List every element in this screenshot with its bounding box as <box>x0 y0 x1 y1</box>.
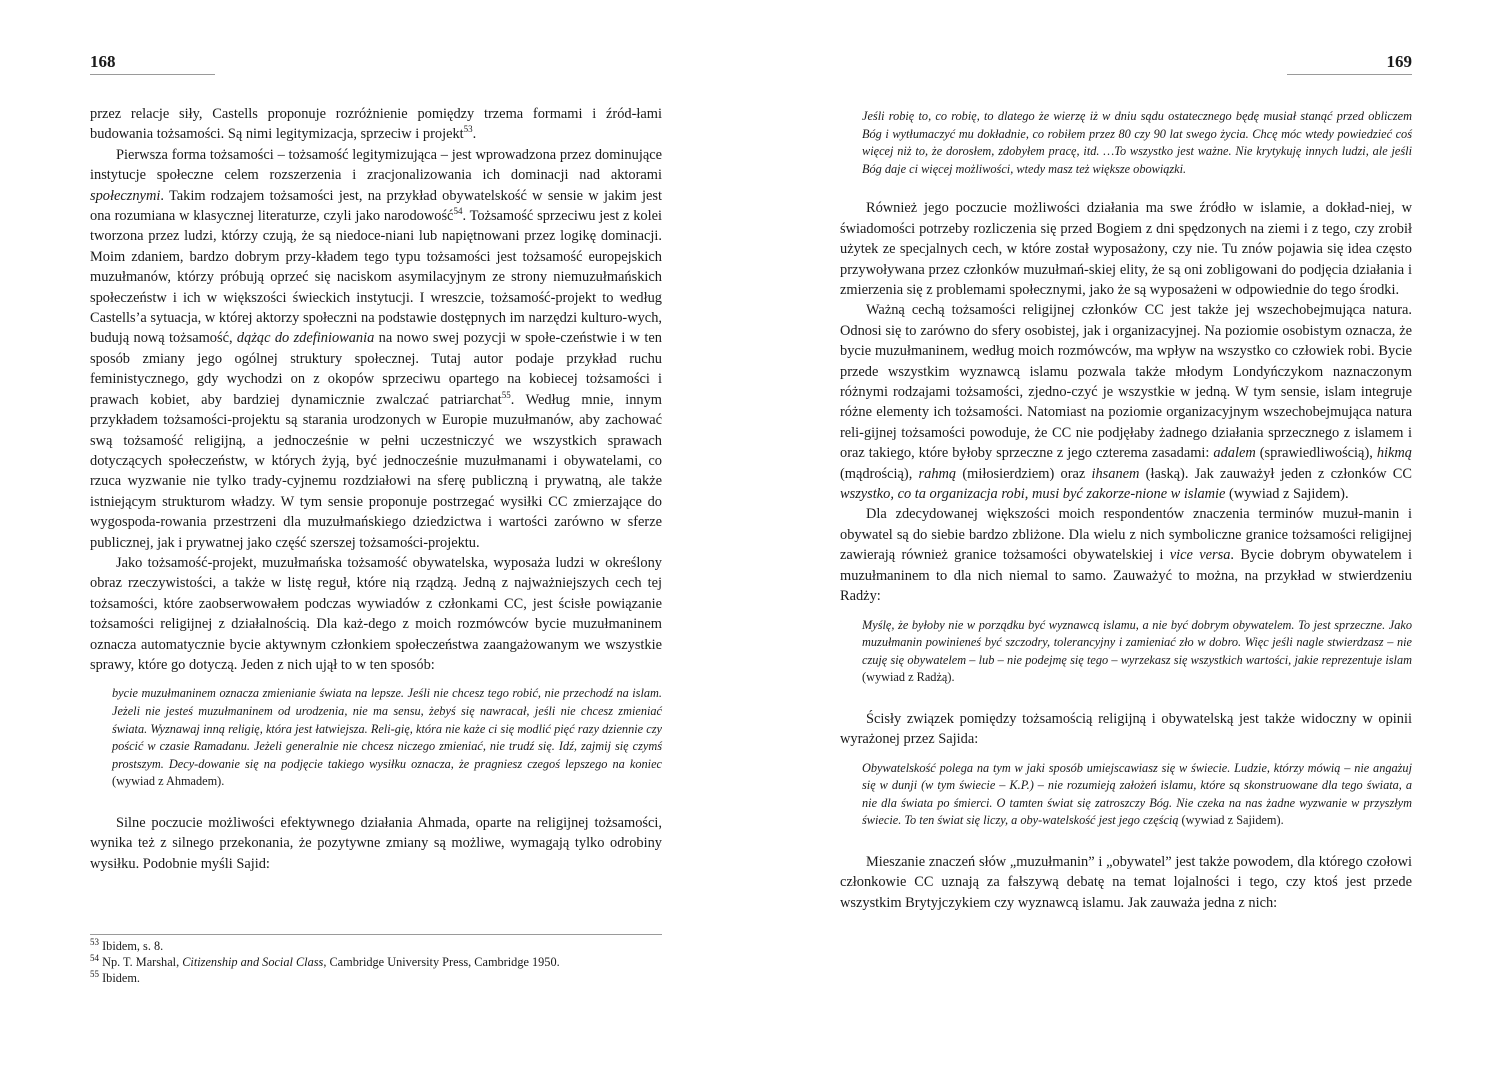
paragraph <box>90 813 662 874</box>
footnote-ref: 53 <box>463 124 473 135</box>
italic-text: społecznymi <box>90 187 161 204</box>
page-body <box>90 104 662 874</box>
left-page <box>90 0 662 1072</box>
text-run: (wywiad z Sajidem). <box>1178 813 1284 828</box>
text-run: Ważną cechą tożsamości religijnej członków CC jest także jej wszechobejmująca natura. Odnosi się to zarówno do sfery osobistej, jak i organizacyjnej. Na poziomie osobistym oznacza, że bycie muzułmaninem, według moich rozmówców, ma wpływ na wszystko co człowiek robi. Bycie przede wszystkim wyznawcą islamu pozwala także młodym Londyńczykom naznaczonym różnymi rodzajami tożsamości, zjedno-czyć je wszystkie w jedną. W tym sensie, islam integruje różne elementy ich tożsamości. Natomiast na poziomie organizacyjnym wszechobejmująca natura reli-gijnej tożsamości powoduje, że CC nie podjęłaby żadnego działania sprzecznego z islamem i oraz takiego, które byłoby sprzeczne z jego czterema zasadami: <box>840 302 1412 462</box>
italic-text: vice versa <box>1169 547 1231 564</box>
text-run: . Tożsamość sprzeciwu jest z kolei tworzona przez ludzi, którzy czują, że są niedoce-niani lub napiętnowani przez logikę dominacji. Moim zdaniem, bardzo dobrym przy-kładem tego typu tożsamości jest tożsamość europejskich muzułmanów, którzy próbują oprzeć się naciskom asymilacyjnym ze strony niemuzułmańskich społeczeństw i ich w większości świeckich instytucji. I wreszcie, tożsamość-projekt to według Castells’a sytuacja, w której aktorzy społeczni na podstawie dostępnych im narzędzi kulturo-wych, budują nową tożsamość, <box>90 208 662 347</box>
footnote-ref: 53 <box>90 936 99 947</box>
text-run: Dla zdecydowanej większości moich respondentów znaczenia terminów muzuł-manin i obywatel są do siebie bardzo zbliżone. Dla wielu z nich symboliczne granice tożsamości religijnej zawierają również granice tożsamości obywatelskiej i <box>840 506 1412 564</box>
text-run: (wywiad z Radżą). <box>862 670 955 685</box>
text-run: (sprawiedliwością), <box>1255 445 1377 462</box>
paragraph <box>840 300 1412 504</box>
text-run: (miłosierdziem) oraz <box>956 465 1092 482</box>
text-run: . Według mnie, innym przykładem tożsamości-projektu są starania urodzonych w Europie muzułmanów, aby zachować swą tożsamość religijną, a jednocześnie w pełni uczestniczyć we wszystkich sprawach dotyczących społeczeństw, w których żyją, być jednocześnie muzułmanami i obywatelami, co rzuca wyzwanie nie tylko trady-cyjnemu rozdziałowi na sferę publiczną i prywatną, ale także istniejącym strukturom władzy. W tym sensie proponuje postrzegać wysiłki CC zmierzające do wygospoda-rowania przestrzeni dla muzułmańskiego dziedzictwa i wartości zarówno w sferze publicznej, jak i prywatnej jako część szerszej tożsamości-projektu. <box>90 391 662 551</box>
block-quote <box>862 108 1412 178</box>
footnote <box>90 970 662 986</box>
footnote-ref: 54 <box>90 952 99 963</box>
italic-text: adalem <box>1213 445 1256 462</box>
footnote-divider <box>90 934 662 935</box>
footnote <box>90 954 662 970</box>
page-number: 168 <box>90 52 215 75</box>
italic-text: rahmą <box>918 465 957 482</box>
text-run: Ścisły związek pomiędzy tożsamością religijną i obywatelską jest także widoczny w opinii wyrażonej przez Sajida: <box>840 710 1412 748</box>
text-run: Również jego poczucie możliwości działania ma swe źródło w islamie, a dokład-niej, w świadomości potrzeby rozliczenia się przed Bogiem z dni spędzonych na ziemi i z tego, czy zrobił użytek ze specjalnych cech, w które został wyposażony, czy nie. Tu znów pojawia się idea często przywoływana przez członków muzułmań-skiej elity, że są oni zobligowani do podjęcia działania i zmierzenia się z problemami społecznymi, jako że są wyposażeni w odpowiednie do tego środki. <box>840 200 1412 298</box>
page-body <box>840 108 1412 913</box>
italic-text: wszystko, co ta organizacja robi, musi być zakorze-nione w islamie <box>840 486 1226 503</box>
text-run: przez relacje siły, Castells proponuje rozróżnienie pomiędzy trzema formami i źród-łami budowania tożsamości. Są nimi legitymizacja, sprzeciw i projekt <box>90 106 662 143</box>
footnote <box>90 938 662 954</box>
paragraph <box>90 145 662 553</box>
footnote-ref: 55 <box>90 968 99 979</box>
text-run: (wywiad z Ahmadem). <box>112 774 225 789</box>
page-number: 169 <box>1287 52 1412 75</box>
text-run: Ibidem. <box>99 971 140 985</box>
text-run: (wywiad z Sajidem). <box>1225 486 1349 503</box>
paragraph <box>90 104 662 145</box>
text-run: Pierwsza forma tożsamości – tożsamość legitymizująca – jest wprowadzona przez dominujące instytucje społeczne celem rozszerzenia i zracjonalizowania ich dominacji nad aktorami <box>90 146 662 184</box>
block-quote <box>862 617 1412 687</box>
italic-text: Obywatelskość polega na tym w jaki sposób umiejscawiasz się w świecie. Ludzie, którzy mówią – nie angażuj się w dunji (w tym świecie – K.P.) – nie rozumieją założeń islamu, które są skonstruowane dla tego świata, a nie dla świata po śmierci. O tamten świat się zatroszczy Bóg. Nie czeka na nas żadne wyzwanie w przyszłym świecie. To ten świat się liczy, a oby-watelskość jest jego częścią <box>862 760 1412 828</box>
text-run: Ibidem, s. 8. <box>99 939 164 953</box>
block-quote <box>862 760 1412 830</box>
text-run: Np. T. Marshal, <box>99 955 183 969</box>
block-quote <box>112 685 662 791</box>
italic-text: ihsanem <box>1091 465 1140 482</box>
italic-text: hikmą <box>1376 445 1412 462</box>
text-run: . <box>472 126 477 143</box>
italic-text: Myślę, że byłoby nie w porządku być wyznawcą islamu, a nie być dobrym obywatelem. To jest sprzeczne. Jako muzułmanin powinieneś być szczodry, tolerancyjny i zamieniać zło w dobro. Więc jeśli nagle stwierdzasz – nie czuję się obywatelem – lub – nie podejmę się tego – wyrzekasz się wszystkich wartości, jakie reprezentuje islam <box>862 617 1412 667</box>
text-run: , Cambridge University Press, Cambridge 1950. <box>323 955 560 969</box>
paragraph <box>90 553 662 675</box>
italic-text: Jeśli robię to, co robię, to dlatego że wierzę iż w dniu sądu ostatecznego będę musiał stanąć przed obliczem Bóg i wytłumaczyć mu dokładnie, co robiłem przez 80 czy 90 lat swego życia. Chcę móc wtedy powiedzieć coś więcej niż to, że dorosłem, zdobyłem pracę, itd. …To wszystko jest ważne. Nie krytykuję innych ludzi, ale jeśli Bóg daje ci więcej możliwości, wtedy masz też większe obowiązki. <box>862 109 1412 176</box>
footnote-ref: 55 <box>501 389 511 400</box>
italic-text: bycie muzułmaninem oznacza zmienianie świata na lepsze. Jeśli nie chcesz tego robić, nie przechodź na islam. Jeżeli nie jesteś muzułmaninem od urodzenia, nie ma sensu, żebyś się nawracał, jeśli nie chcesz zmieniać świata. Wyznawaj inną religię, która jest łatwiejsza. Reli-gię, która nie każe ci się modlić pięć razy dziennie czy pościć w czasie Ramadanu. Jeżeli generalnie nie chcesz niczego zmieniać, nie trudź się. Idź, zajmij się czymś prostszym. Decy-dowanie się na podjęcie takiego wysiłku oznacza, że pragniesz czegoś lepszego na koniec <box>112 686 662 771</box>
paragraph <box>840 852 1412 913</box>
text-run: . Bycie dobrym obywatelem i muzułmaninem to dla nich niemal to samo. Zauważyć to można, na przykład w stwierdzeniu Radży: <box>840 547 1413 605</box>
paragraph <box>840 709 1412 750</box>
italic-text: Citizenship and Social Class <box>182 955 324 969</box>
text-run: (łaską). Jak zauważył jeden z członków CC <box>1139 465 1412 482</box>
italic-text: dążąc do zdefiniowania <box>236 330 375 347</box>
text-run: . Takim rodzajem tożsamości jest, na przykład obywatelskość w sensie w jakim jest ona rozumiana w klasycznej literaturze, czyli jako narodowość <box>90 187 662 225</box>
text-run: Mieszanie znaczeń słów „muzułmanin” i „obywatel” jest także powodem, dla którego czołowi członkowie CC uznają za fałszywą debatę na temat lojalności i tego, czy ktoś jest przede wszystkim Brytyjczykiem czy wyznawcą islamu. Jak zauważa jedna z nich: <box>840 854 1412 911</box>
paragraph <box>840 504 1412 606</box>
right-page <box>840 0 1412 1072</box>
footnotes <box>90 938 662 986</box>
text-run: (mądrością), <box>840 465 919 482</box>
footnote-ref: 54 <box>453 206 463 217</box>
text-run: na nowo swej pozycji w społe-czeństwie i w ten sposób zmiany jego ogólnej struktury społecznej. Tutaj autor podaje przykład ruchu feministycznego, gdy wychodzi on z okopów sprzeciwu opartego na kobiecej tożsamości i prawach kobiet, aby bardziej dynamicznie zwalczać patriarchat <box>90 330 662 408</box>
paragraph <box>840 198 1412 300</box>
text-run: Jako tożsamość-projekt, muzułmańska tożsamość obywatelska, wyposaża ludzi w określony obraz rzeczywistości, a także w listę reguł, które nią rządzą. Jedną z najważniejszych cech tej tożsamości, które zaobserwowałem podczas wywiadów z członkami CC, jest ścisłe powiązanie tożsamości religijnej z działalnością. Dla każ-dego z moich rozmówców bycie muzułmaninem oznacza automatycznie bycie aktywnym członkiem społeczeństwa zaangażowanym we wszystkie sprawy, które go dotyczą. Jeden z nich ujął to w ten sposób: <box>90 554 662 673</box>
text-run: Silne poczucie możliwości efektywnego działania Ahmada, oparte na religijnej tożsamości, wynika też z silnego przekonania, że pozytywne zmiany są możliwe, wymagają tylko odrobiny wysiłku. Podobnie myśli Sajid: <box>90 814 662 872</box>
